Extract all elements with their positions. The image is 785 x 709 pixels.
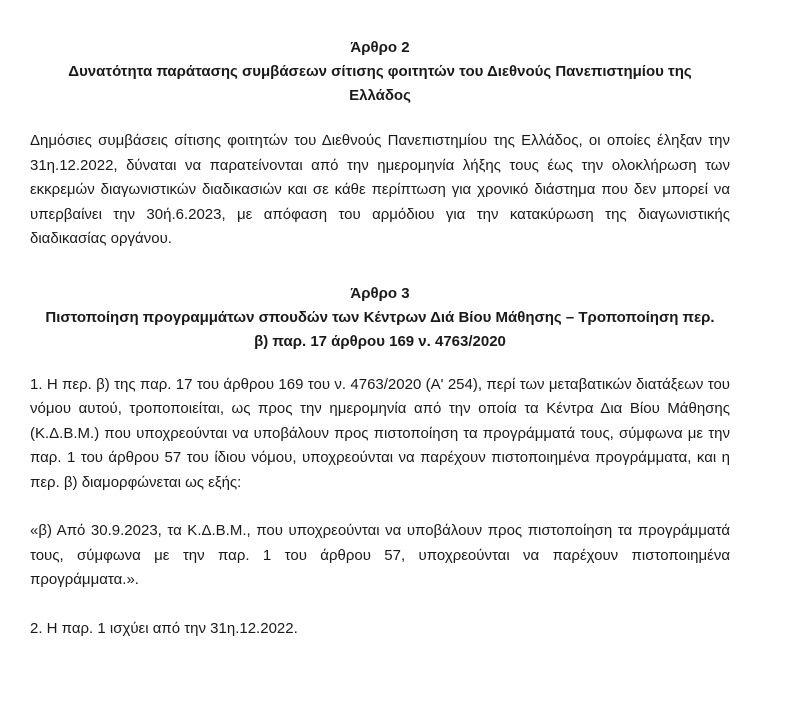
article-3-subtitle: Πιστοποίηση προγραμμάτων σπουδών των Κέντρων Διά Βίου Μάθησης – Τροποποίηση περ. β) παρ. 17 άρθρου 169 ν. 4763/2020	[45, 308, 715, 350]
article-3-paragraph-2: 2. Η παρ. 1 ισχύει από την 31η.12.2022.	[30, 619, 298, 637]
article-2-title: Άρθρο 2	[350, 39, 410, 56]
article-3-title: Άρθρο 3	[350, 284, 410, 302]
article-3	[30, 282, 730, 642]
article-2-subtitle: Δυνατότητα παράτασης συμβάσεων σίτισης φοιτητών του Διεθνούς Πανεπιστημίου της Ελλάδος	[68, 63, 692, 104]
article-3-quote: «β) Από 30.9.2023, τα Κ.Δ.Β.Μ., που υποχρεούνται να υποβάλουν προς πιστοποίηση τα προγράμματά τους, σύμφωνα με την παρ. 1 του άρθρου 57, υποχρεούνται να παρέχουν πιστοποιημένα προγράμματα.».	[30, 522, 730, 588]
article-2	[30, 36, 730, 252]
document-page	[30, 36, 730, 641]
article-2-body: Δημόσιες συμβάσεις σίτισης φοιτητών του Διεθνούς Πανεπιστημίου της Ελλάδος, οι οποίες έληξαν την 31η.12.2022, δύναται να παρατείνονται από την ημερομηνία λήξης τους έως την ολοκλήρωση των εκκρεμών διαγωνιστικών διαδικασιών και σε κάθε περίπτωση για χρονικό διάστημα που δεν μπορεί να υπερβαίνει την 30ή.6.2023, με απόφαση του αρμόδιου για την κατακύρωση της διαγωνιστικής διαδικασίας οργάνου.	[30, 132, 730, 247]
article-3-paragraph-1: 1. Η περ. β) της παρ. 17 του άρθρου 169 του ν. 4763/2020 (Α' 254), περί των μεταβατικών διατάξεων του νόμου αυτού, τροποποιείται, ως προς την ημερομηνία από την οποία τα Κέντρα Δια Βίου Μάθησης (Κ.Δ.Β.Μ.) που υποχρεούνται να υποβάλουν προς πιστοποίηση τα προγράμματά τους, σύμφωνα με την παρ. 1 του άρθρου 57 του ίδιου νόμου, υποχρεούνται να παρέχουν πιστοποιημένα προγράμματα, και η περ. β) διαμορφώνεται ως εξής:	[30, 375, 730, 491]
